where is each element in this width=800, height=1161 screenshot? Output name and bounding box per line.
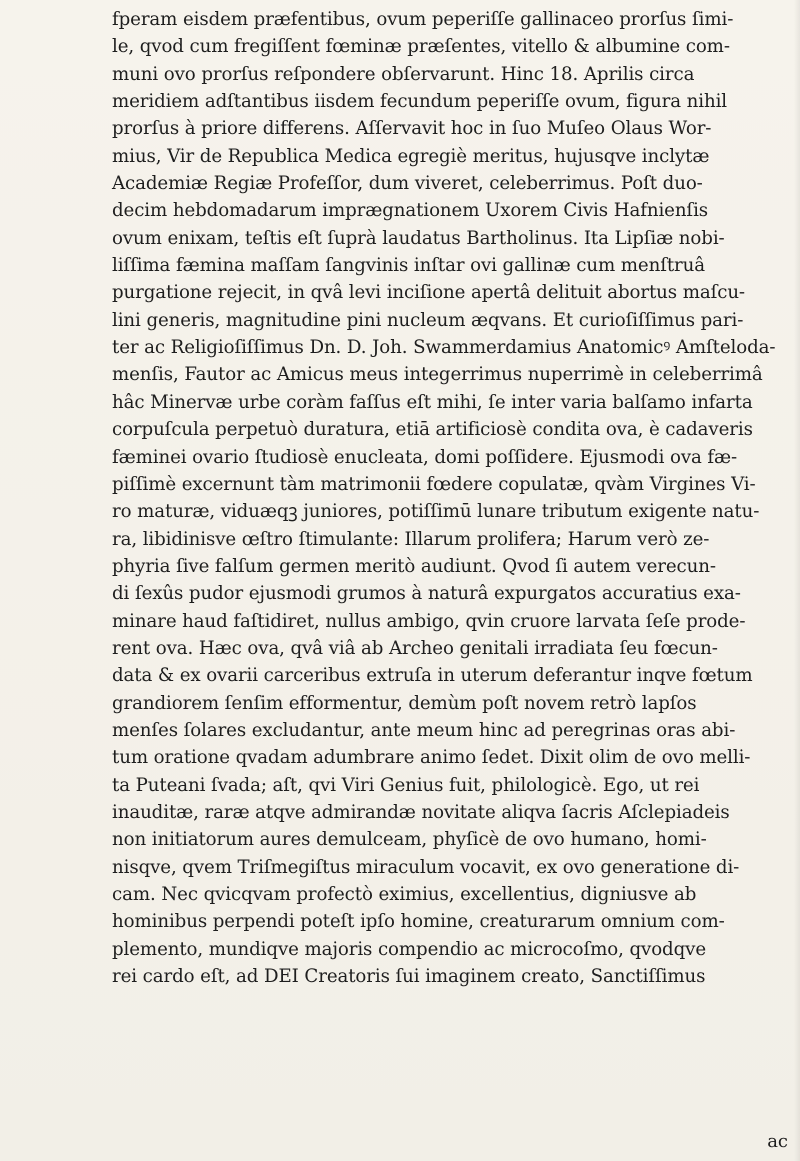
- text-line-2: le, qvod cum fregiſſent fœminæ præſentes, vitello & albumine com-: [112, 36, 730, 58]
- text-line-27: menſes ſolares excludantur, ante meum hinc ad peregrinas oras abi-: [112, 719, 736, 741]
- text-line-19: ro maturæ, viduæqꝫ juniores, potiſſimū lunare tributum exigente natu-: [112, 501, 760, 523]
- catchword: ac: [767, 1131, 788, 1152]
- text-line-12: lini generis, magnitudine pini nucleum æqvans. Et curioſiſſimus pari-: [112, 309, 744, 331]
- text-line-26: grandiorem ſenſim efformentur, demùm poſt novem retrò lapſos: [112, 692, 697, 714]
- text-line-17: fæminei ovario ſtudiosè enucleata, domi poſſidere. Ejusmodi ova fæ-: [112, 446, 738, 468]
- text-line-36: rei cardo eſt, ad DEI Creatoris ſui imaginem creato, Sanctiſſimus: [112, 966, 706, 988]
- text-line-5: prorſus à priore differens. Aſſervavit hoc in ſuo Muſeo Olaus Wor-: [112, 118, 712, 140]
- text-line-34: hominibus perpendi poteſt ipſo homine, creaturarum omnium com-: [112, 911, 725, 933]
- text-line-1: fperam eisdem præfentibus, ovum peperiſſe gallinaceo prorſus ſimi-: [112, 9, 734, 30]
- text-line-18: piſſimè excernunt tàm matrimonii fœdere copulatæ, qvàm Virgines Vi-: [112, 473, 756, 495]
- text-line-21: phyria ſive falſum germen meritò audiunt. Qvod ſi autem verecun-: [112, 555, 716, 577]
- text-line-4: meridiem adſtantibus iisdem fecundum peperiſſe ovum, figura nihil: [112, 91, 728, 113]
- text-line-10: liſſima fæmina maſſam ſangvinis inſtar ovi gallinæ cum menſtruâ: [112, 255, 705, 277]
- text-line-7: Academiæ Regiæ Profeſſor, dum viveret, celeberrimus. Poſt duo-: [112, 173, 703, 195]
- text-line-13: ter ac Religioſiſſimus Dn. D. Joh. Swammerdamius Anatomicꝰ Amſteloda-: [112, 337, 776, 359]
- text-line-29: ta Puteani ſvada; aſt, qvi Viri Genius fuit, philologicè. Ego, ut rei: [112, 774, 700, 796]
- text-line-14: menſis, Fautor ac Amicus meus integerrimus nuperrimè in celeberrimâ: [112, 364, 763, 386]
- text-line-22: di ſexûs pudor ejusmodi grumos à naturâ expurgatos accuratius exa-: [112, 583, 741, 605]
- body-text: [112, 6, 780, 990]
- text-line-33: cam. Nec qvicqvam profectò eximius, excellentius, digniusve ab: [112, 884, 697, 905]
- text-line-23: minare haud faſtidiret, nullus ambigo, qvin cruore larvata ſeſe prode-: [112, 610, 746, 632]
- text-line-6: mius, Vir de Republica Medica egregiè meritus, hujusqve inclytæ: [112, 145, 710, 167]
- text-line-25: data & ex ovarii carceribus extruſa in uterum deferantur inqve fœtum: [112, 665, 753, 687]
- text-line-16: corpuſcula perpetuò duratura, etiā artificiosè condita ova, è cadaveris: [112, 419, 753, 441]
- text-line-24: rent ova. Hæc ova, qvâ viâ ab Archeo genitali irradiata ſeu fœcun-: [112, 637, 718, 659]
- text-line-3: muni ovo prorſus reſpondere obſervarunt. Hinc 18. Aprilis circa: [112, 63, 695, 85]
- text-line-9: ovum enixam, teſtis eſt ſuprà laudatus Bartholinus. Ita Lipſiæ nobi-: [112, 227, 725, 249]
- text-line-35: plemento, mundiqve majoris compendio ac microcoſmo, qvodqve: [112, 938, 706, 960]
- text-line-20: ra, libidinisve œſtro ſtimulante: Illarum prolifera; Harum verò ze-: [112, 528, 710, 550]
- text-line-28: tum oratione qvadam adumbrare animo ſedet. Dixit olim de ovo melli-: [112, 747, 751, 769]
- text-line-15: hâc Minervæ urbe coràm faſſus eſt mihi, ſe inter varia balſamo infarta: [112, 391, 753, 413]
- page-edge-shadow: [794, 0, 800, 1161]
- text-line-11: purgatione rejecit, in qvâ levi inciſione apertâ delituit abortus maſcu-: [112, 282, 745, 304]
- text-line-31: non initiatorum aures demulceam, phyſicè de ovo humano, homi-: [112, 829, 707, 851]
- text-line-32: nisqve, qvem Triſmegiſtus miraculum vocavit, ex ovo generatione di-: [112, 856, 740, 878]
- text-line-8: decim hebdomadarum imprægnationem Uxorem Civis Hafnienſis: [112, 200, 709, 222]
- text-line-30: inauditæ, raræ atqve admirandæ novitate aliqva ſacris Aſclepiadeis: [112, 801, 730, 823]
